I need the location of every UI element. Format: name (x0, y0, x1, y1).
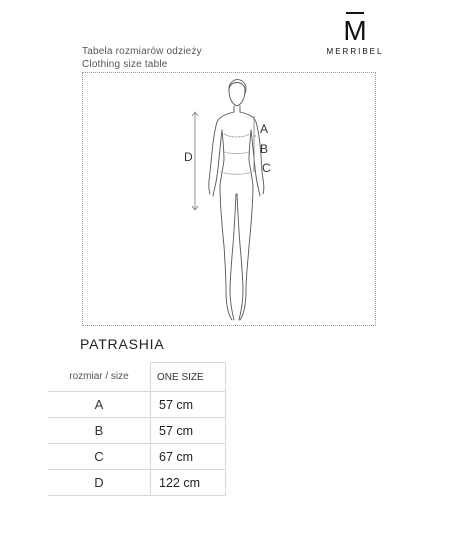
row-dimension: D (48, 470, 151, 496)
row-dimension: A (48, 392, 151, 418)
row-value: 67 cm (151, 444, 226, 470)
table-header-row (48, 363, 226, 392)
brand-logo (318, 12, 392, 56)
title-polish: Tabela rozmiarów odzieży (82, 46, 202, 57)
logo-macron (346, 12, 364, 14)
title-english: Clothing size table (82, 59, 168, 70)
figure-label-c: C (262, 161, 271, 175)
product-name: PATRASHIA (80, 336, 165, 352)
row-value: 57 cm (151, 418, 226, 444)
figure-label-b: B (260, 142, 269, 156)
table-row (48, 392, 226, 418)
figure-label-a: A (260, 122, 269, 136)
table-row (48, 470, 226, 496)
header-size-label: rozmiar / size (48, 363, 151, 392)
table-row (48, 418, 226, 444)
row-value: 57 cm (151, 392, 226, 418)
figure-label-d: D (184, 150, 193, 164)
size-table (48, 362, 226, 496)
logo-wordmark: MERRIBEL (326, 47, 384, 56)
row-dimension: B (48, 418, 151, 444)
header-one-size: ONE SIZE (151, 363, 226, 392)
logo-monogram: M (343, 15, 367, 46)
table-row (48, 444, 226, 470)
row-value: 122 cm (151, 470, 226, 496)
row-dimension: C (48, 444, 151, 470)
body-silhouette-illustration (150, 76, 290, 326)
